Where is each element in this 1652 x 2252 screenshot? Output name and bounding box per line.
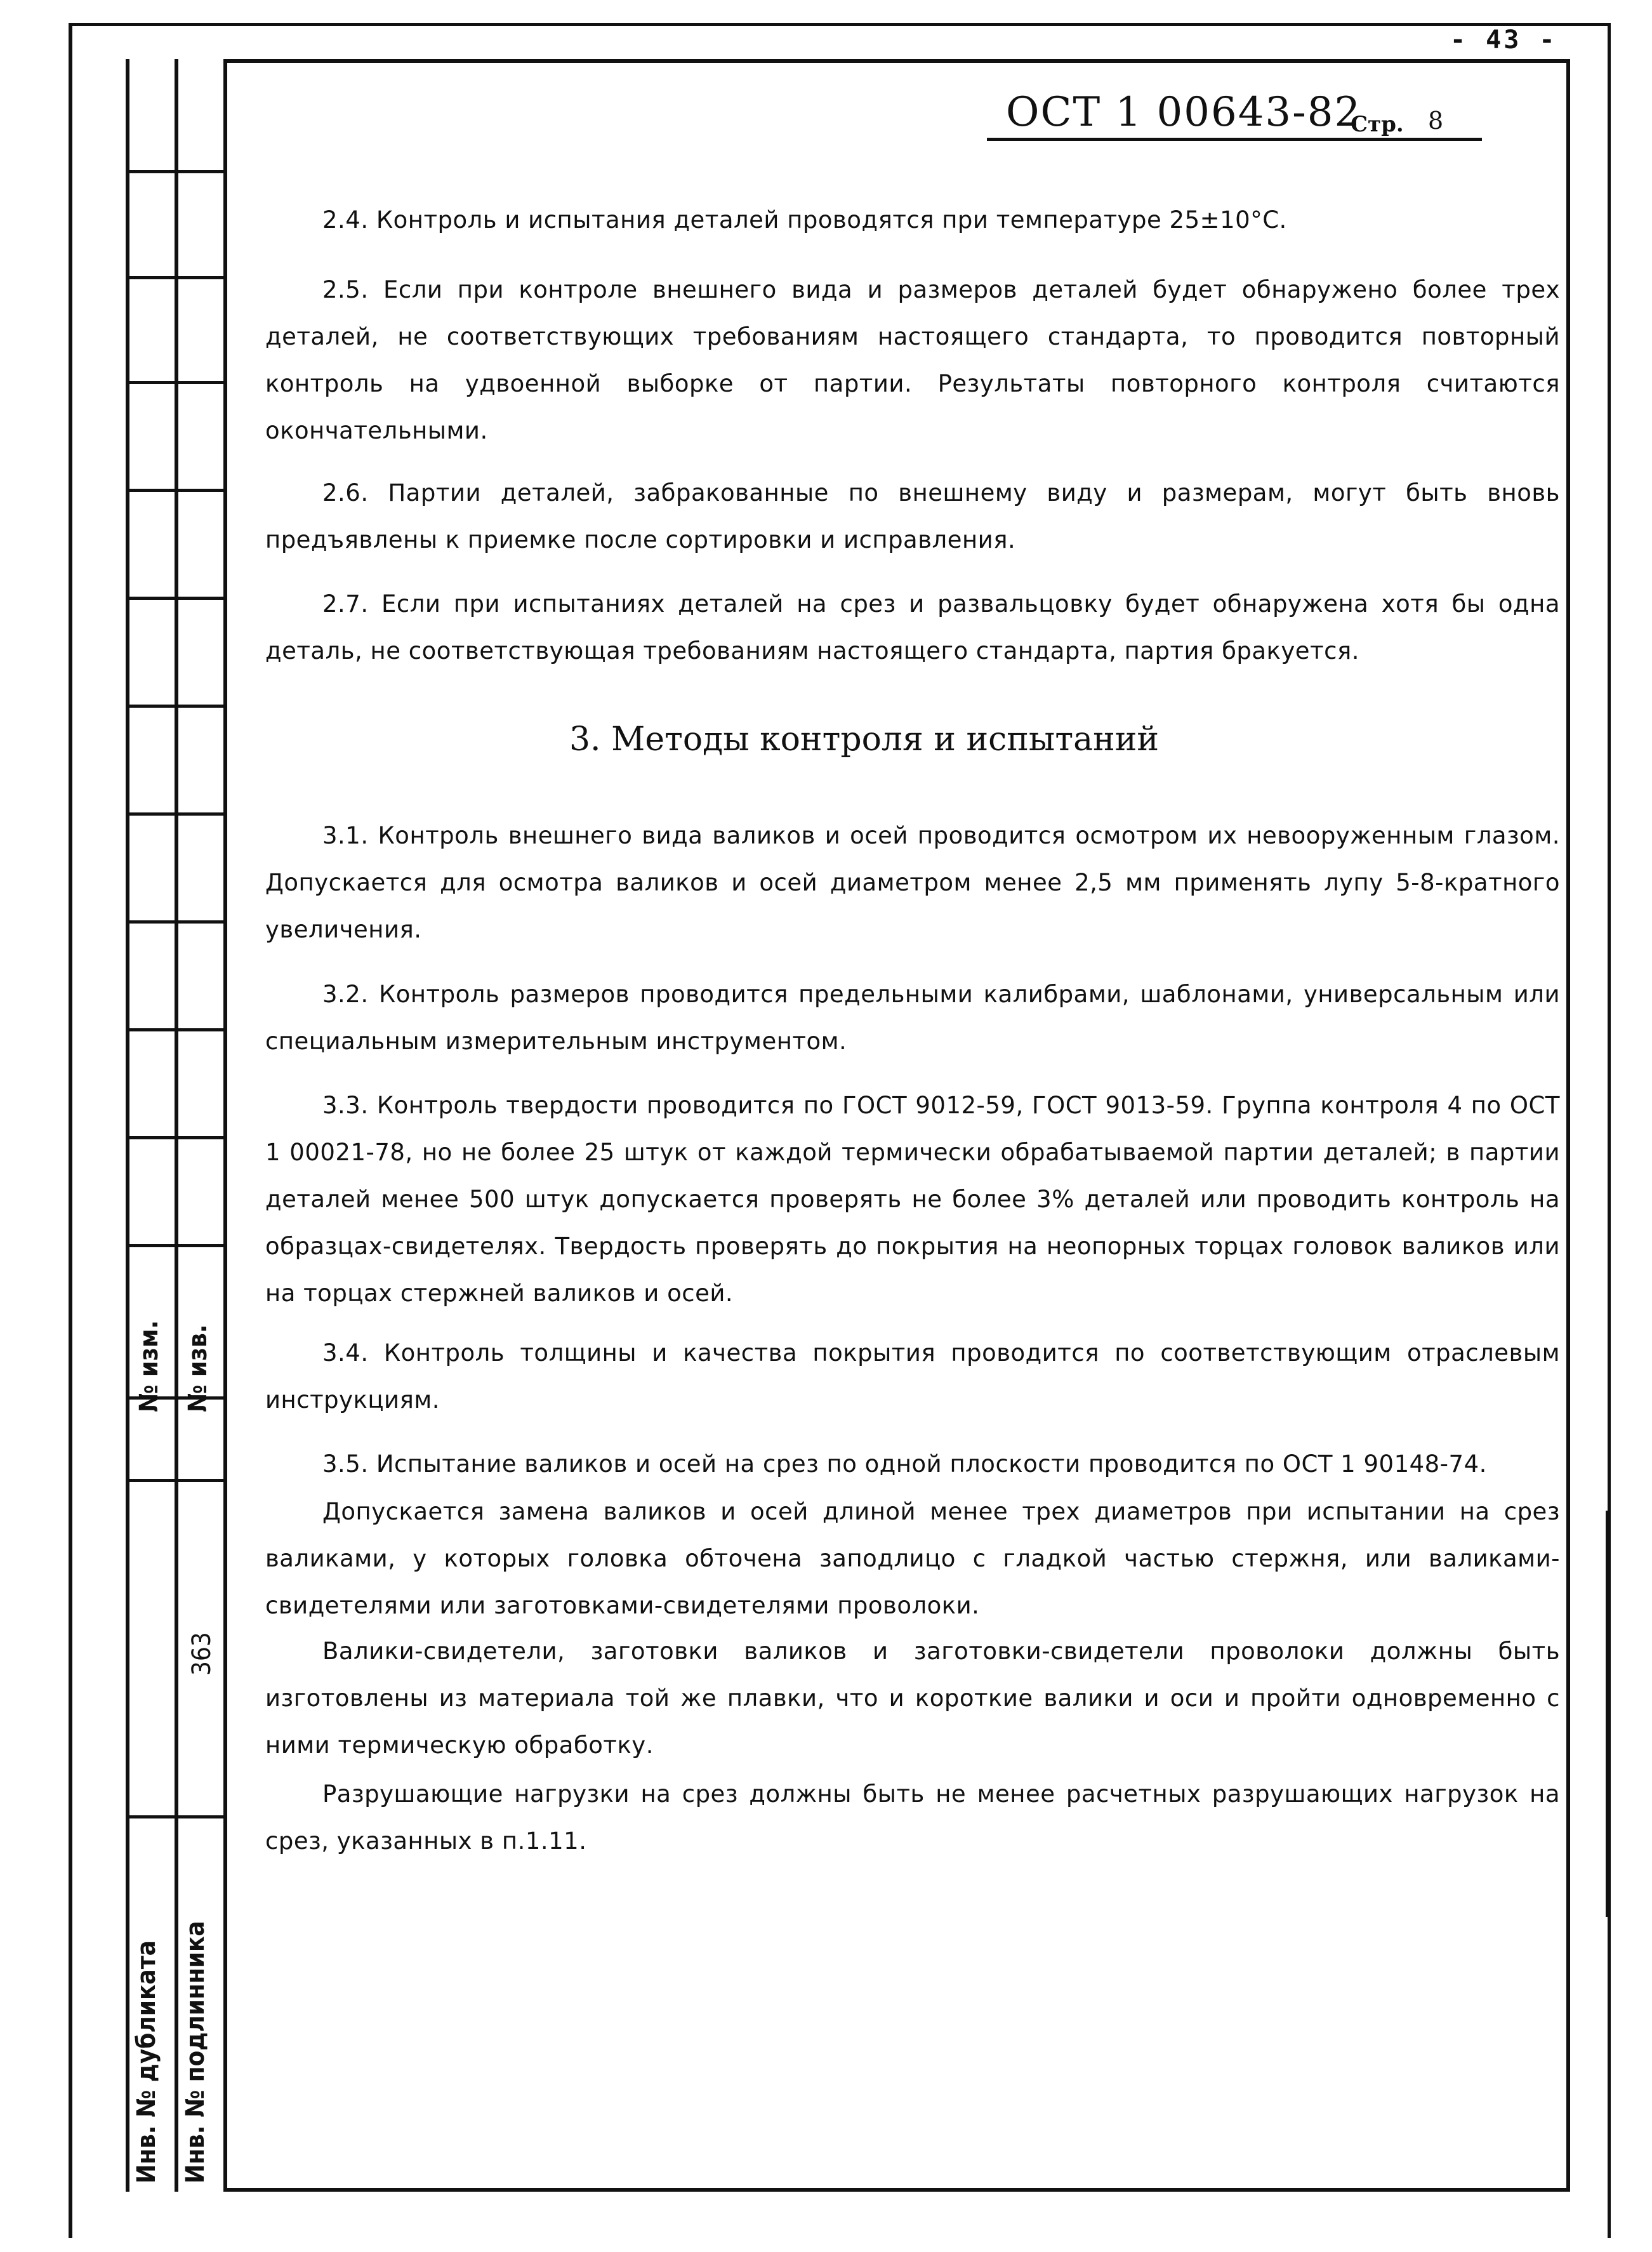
strip-divider <box>126 1136 227 1139</box>
page-label: Стр. <box>1351 112 1404 137</box>
paragraph-3-5: 3.5. Испытание валиков и осей на срез по одной плоскости проводится по ОСТ 1 90148-74. <box>322 1450 1487 1478</box>
strip-divider <box>126 920 227 924</box>
strip-divider <box>126 170 227 173</box>
side-strip-line <box>126 59 129 2192</box>
strip-divider <box>126 381 227 384</box>
page-number: - 43 - <box>1450 25 1557 55</box>
paragraph-3-2: 3.2. Контроль размеров проводится предельными калибрами, шаблонами, универсальным или специальным измерительным инструментом. <box>265 981 1560 1055</box>
label-inv-podlinnika: Инв. № подлинника <box>181 1921 210 2183</box>
right-edge-mark <box>1606 1511 1611 1917</box>
strip-divider <box>126 705 227 708</box>
paragraph-3-5-b: Допускается замена валиков и осей длиной менее трех диаметров при испытании на срез валиками, у которых головка обточена заподлицо с гладкой частью стержня, или валиками-свидетелями или заготовками-свидетелями проволоки. <box>265 1498 1560 1619</box>
strip-divider <box>126 812 227 816</box>
strip-divider <box>126 1815 227 1818</box>
strip-divider <box>126 1244 227 1247</box>
label-izm: № изм. <box>135 1320 164 1412</box>
label-izv: № изв. <box>183 1324 213 1412</box>
paragraph-2-4: 2.4. Контроль и испытания деталей проводятся при температуре 25±10°С. <box>322 206 1287 234</box>
paragraph-2-5: 2.5. Если при контроле внешнего вида и размеров деталей будет обнаружено более трех деталей, не соответствующих требованиям настоящего стандарта, то проводится повторный контроль на удвоенной выборке от партии. Результаты повторного контроля считаются окончательными. <box>265 276 1560 444</box>
strip-divider <box>126 1479 227 1482</box>
page-value: 8 <box>1428 107 1444 135</box>
strip-divider <box>126 597 227 600</box>
side-strip-line <box>175 59 178 2192</box>
paragraph-3-1: 3.1. Контроль внешнего вида валиков и осей проводится осмотром их невооруженным глазом. Допускается для осмотра валиков и осей диаметром менее 2,5 мм применять лупу 5-8-кратного увеличения. <box>265 822 1560 943</box>
strip-divider <box>126 1028 227 1031</box>
paragraph-2-7: 2.7. Если при испытаниях деталей на срез и развальцовку будет обнаружена хотя бы одна деталь, не соответствующая требованиям настоящего стандарта, партия бракуется. <box>265 590 1560 665</box>
document-code: ОСТ 1 00643-82 <box>1006 89 1362 136</box>
paragraph-3-5-d: Разрушающие нагрузки на срез должны быть не менее расчетных разрушающих нагрузок на срез, указанных в п.1.11. <box>265 1780 1560 1855</box>
paragraph-2-6: 2.6. Партии деталей, забракованные по внешнему виду и размерам, могут быть вновь предъявлены к приемке после сортировки и исправления. <box>265 479 1560 553</box>
paragraph-3-5-c: Валики-свидетели, заготовки валиков и заготовки-свидетели проволоки должны быть изготовлены из материала той же плавки, что и короткие валики и оси и пройти одновременно с ними термическую обработку. <box>265 1638 1560 1759</box>
inv-number: 363 <box>187 1632 216 1676</box>
strip-divider <box>126 489 227 492</box>
label-inv-dublikata: Инв. № дубликата <box>132 1940 161 2183</box>
strip-divider <box>126 276 227 279</box>
section-3-heading: 3. Методы контроля и испытаний <box>569 720 1160 758</box>
paragraph-3-3: 3.3. Контроль твердости проводится по ГОСТ 9012-59, ГОСТ 9013-59. Группа контроля 4 по ОСТ 1 00021-78, но не более 25 штук от каждой термически обрабатываемой партии деталей; в партии деталей менее 500 штук допускается проверять не более 3% деталей или проводить контроль на образцах-свидетелях. Твердость проверять до покрытия на неопорных торцах головок валиков или на торцах стержней валиков и осей. <box>265 1092 1560 1307</box>
paragraph-3-4: 3.4. Контроль толщины и качества покрытия проводится по соответствующим отраслевым инструкциям. <box>265 1339 1560 1414</box>
header-underline <box>987 138 1482 141</box>
